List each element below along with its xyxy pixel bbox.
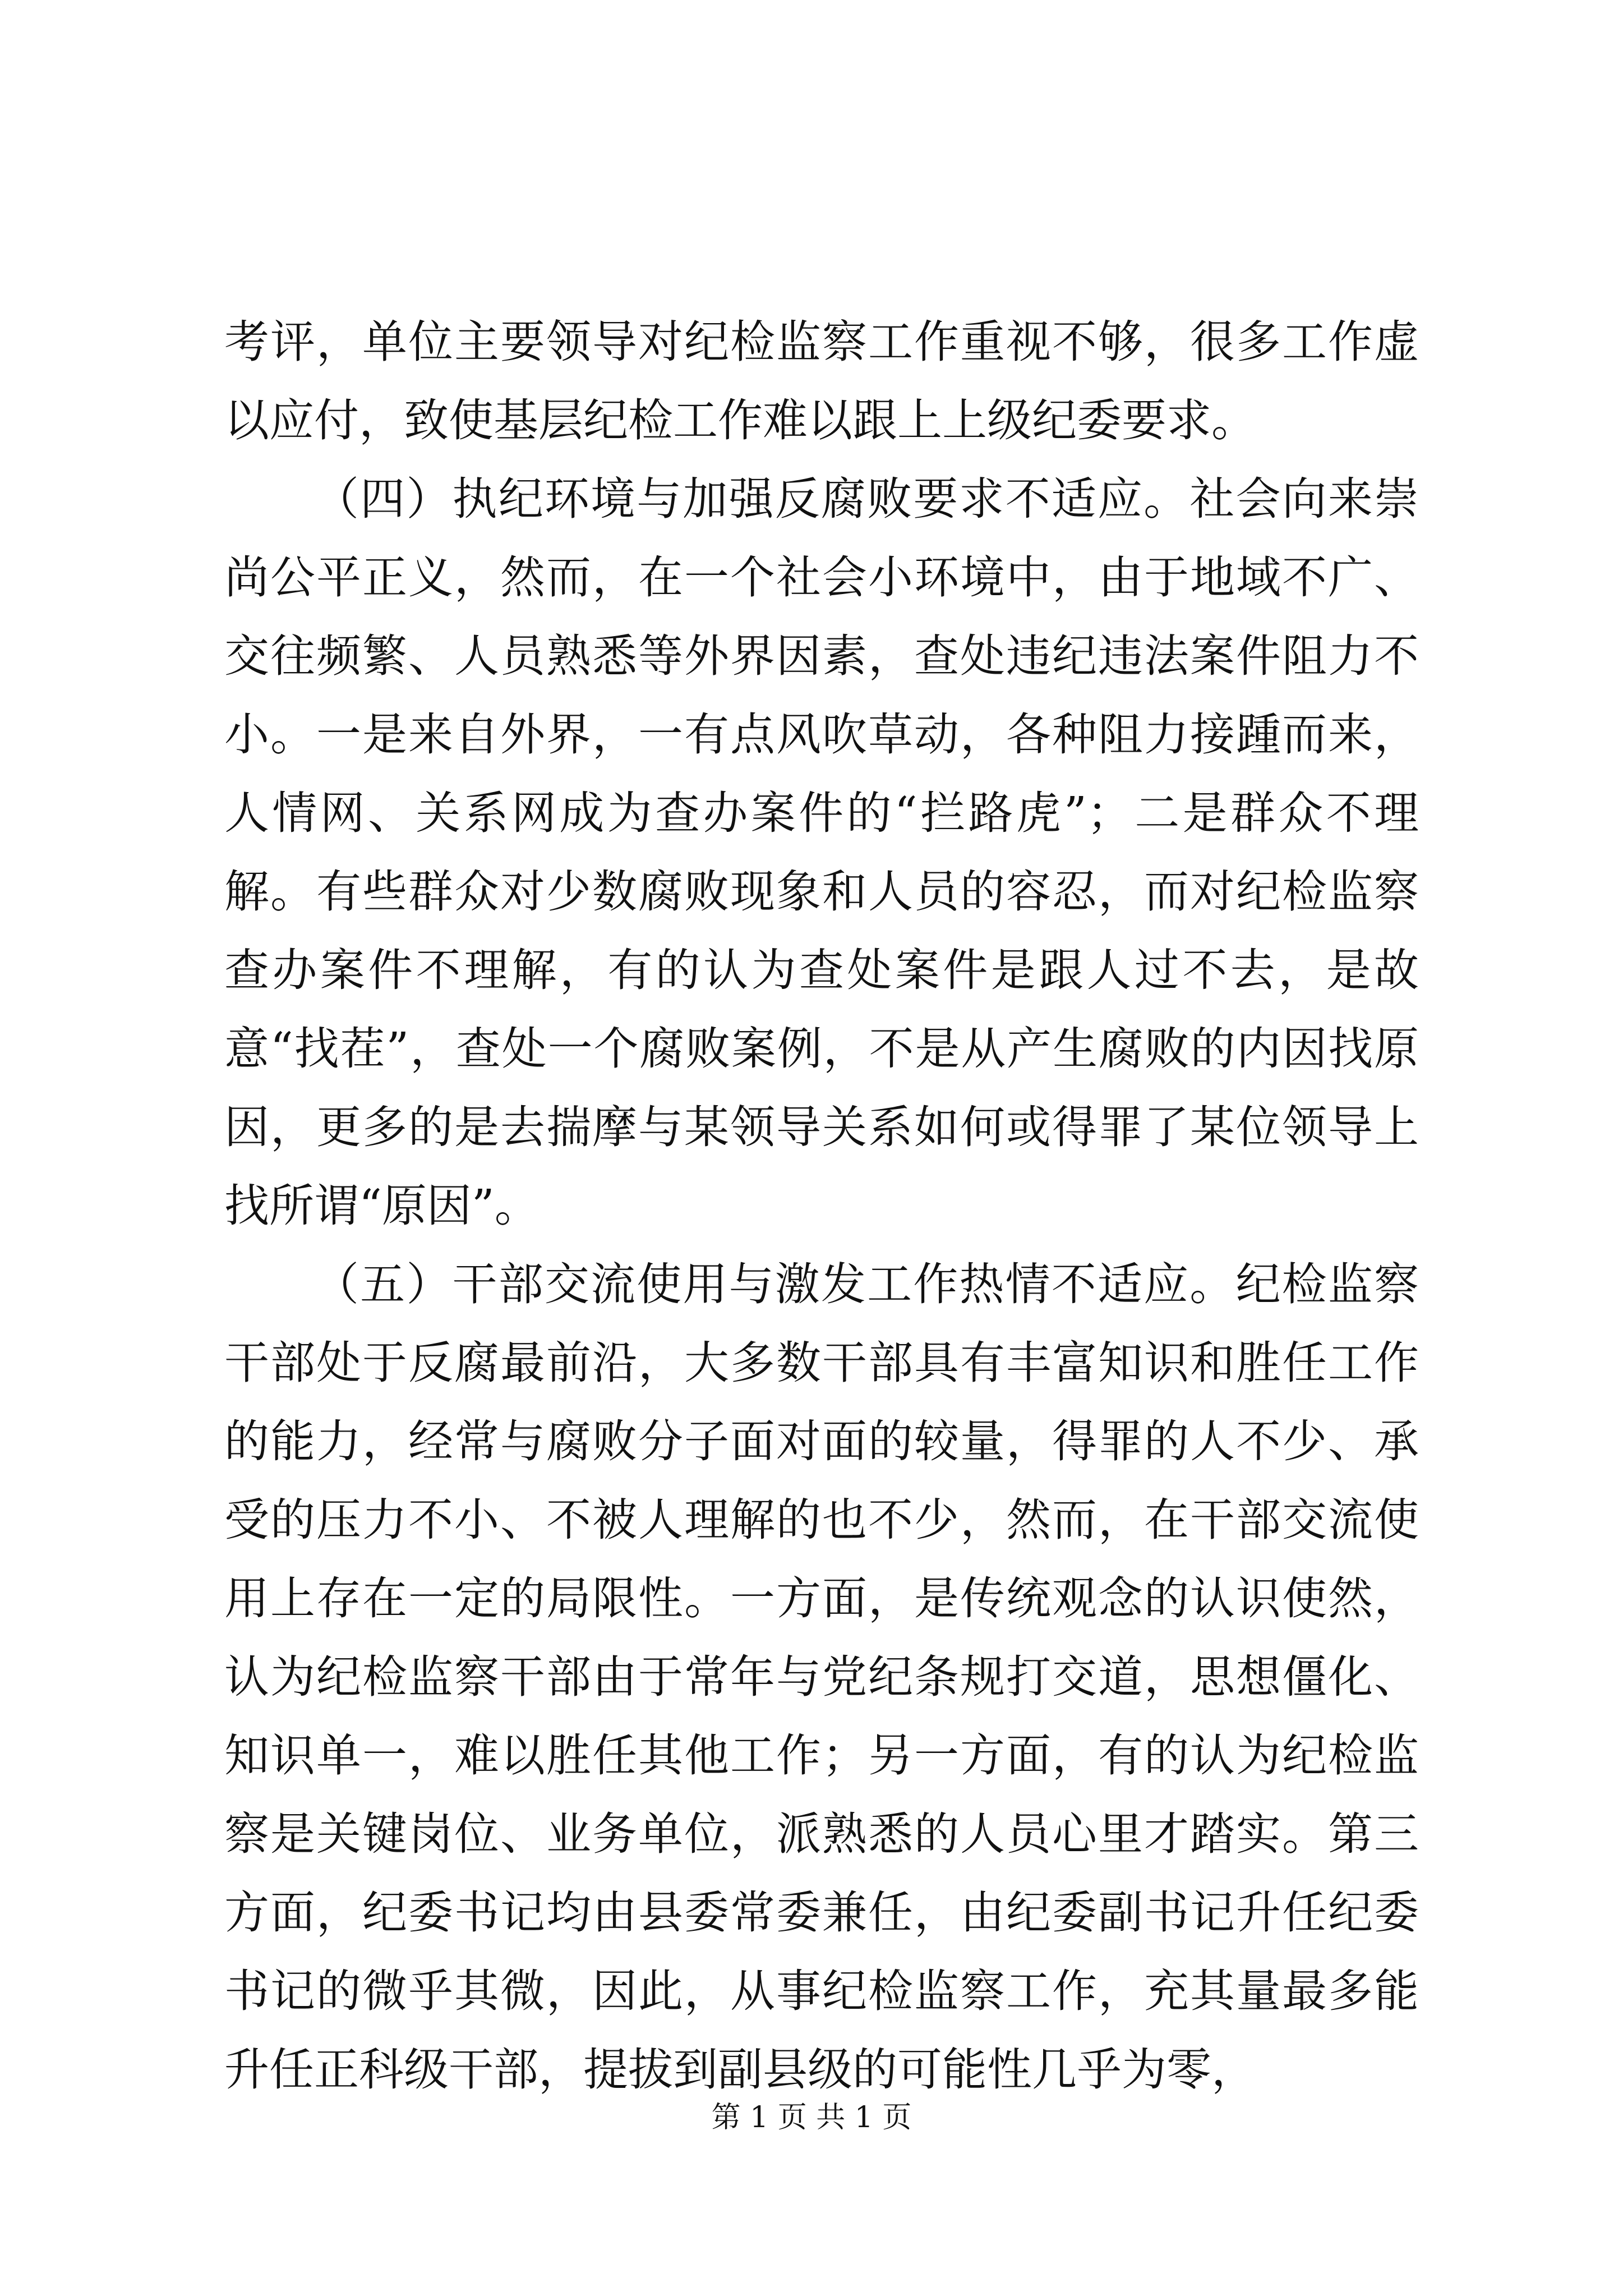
page-number-label: 第 1 页 共 1 页 (711, 2101, 912, 2134)
page-footer (0, 2098, 1623, 2137)
paragraph-section-four: （四）执纪环境与加强反腐败要求不适应。社会向来崇尚公平正义，然而，在一个社会小环境中，由于地域不广、交往频繁、人员熟悉等外界因素，查处违纪违法案件阻力不小。一是来自外界，一有点风吹草动，各种阻力接踵而来，人情网、关系网成为查办案件的“拦路虎”；二是群众不理解。有些群众对少数腐败现象和人员的容忍，而对纪检监察查办案件不理解，有的认为查处案件是跟人过不去，是故意“找茬”，查处一个腐败案例，不是从产生腐败的内因找原因，更多的是去揣摩与某领导关系如何或得罪了某位领导上找所谓“原因”。 (224, 473, 1419, 1232)
paragraph-section-five: （五）干部交流使用与激发工作热情不适应。纪检监察干部处于反腐最前沿，大多数干部具有丰富知识和胜任工作的能力，经常与腐败分子面对面的较量，得罪的人不少、承受的压力不小、不被人理解的也不少，然而，在干部交流使用上存在一定的局限性。一方面，是传统观念的认识使然，认为纪检监察干部由于常年与党纪条规打交道，思想僵化、知识单一，难以胜任其他工作；另一方面，有的认为纪检监察是关键岗位、业务单位，派熟悉的人员心里才踏实。第三方面，纪委书记均由县委常委兼任，由纪委副书记升任纪委书记的微乎其微，因此，从事纪检监察工作，充其量最多能升任正科级干部，提拔到副县级的可能性几乎为零， (224, 1258, 1419, 2096)
paragraph-continuation: 考评，单位主要领导对纪检监察工作重视不够，很多工作虚以应付，致使基层纪检工作难以跟上上级纪委要求。 (224, 316, 1419, 447)
document-body (224, 303, 1419, 2109)
